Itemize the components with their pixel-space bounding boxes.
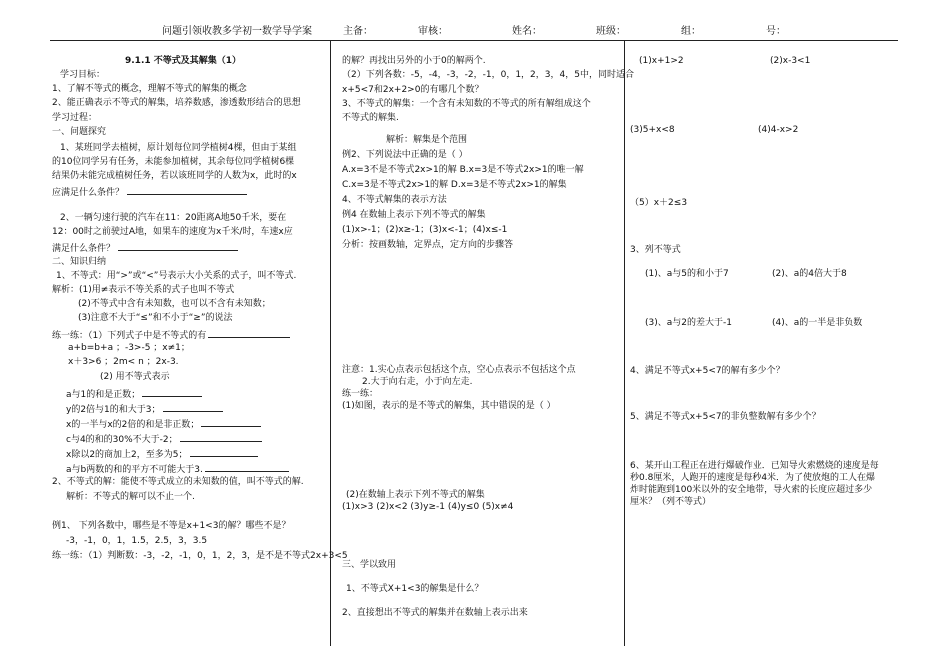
- problem-1-line-4: 应满足什么条件？: [52, 185, 247, 199]
- analysis-range: 解析：解集是个范围: [386, 135, 468, 145]
- example-1-values: -3，-1，0，1，1.5，2.5，3，3.5: [66, 536, 208, 546]
- c3-question-6-line-2: 秒0.8厘米，人跑开的速度是每秒4米．为了使放炮的工人在爆: [630, 473, 876, 483]
- exercise-2-item-3: x的一半与x的2倍的和是非正数；: [66, 417, 261, 431]
- note-2: 2.大于向右走，小于向左走.: [362, 377, 473, 387]
- column-divider-2: [624, 41, 625, 646]
- header-name-label: 姓名：: [512, 26, 542, 37]
- header-prep-label: 主备：: [343, 26, 373, 37]
- example-4-items: (1)x>-1；(2)x≥-1；(3)x<-1；(4)x≤-1: [342, 225, 508, 235]
- exercise-1-prompt: 练一练：（1）下列式子中是不等式的有: [52, 328, 290, 342]
- header-title: 问题引领收教多学初一数学导学案: [162, 26, 312, 37]
- c3-list-2: (2)、a的4倍大于8: [772, 269, 847, 279]
- header-review-label: 审核：: [418, 26, 448, 37]
- section-2-heading: 二、知识归纳: [52, 257, 107, 267]
- c3-question-6-line-3: 炸时能跑到100米以外的安全地带，导火索的长度应超过多少: [630, 485, 873, 495]
- c3-question-4: 4、满足不等式x+5<7的解有多少个？: [630, 366, 785, 376]
- objective-1: 1、了解不等式的概念，理解不等式的解集的概念: [52, 84, 247, 94]
- c3-list-3: (3)、a与2的差大于-1: [645, 318, 732, 328]
- c2-line-3: x+5<7和2x+2>0的有哪几个数？: [342, 85, 484, 95]
- definition-solution: 2、不等式的解：能使不等式成立的未知数的值，叫不等式的解.: [52, 477, 304, 487]
- analysis-2: (2)不等式中含有未知数，也可以不含有未知数；: [78, 299, 271, 309]
- apply-2: 2、直接想出不等式的解集并在数轴上表示出来: [342, 608, 528, 618]
- c3-question-5: 5、满足不等式x+5<7的非负整数解有多少个？: [630, 412, 821, 422]
- problem-2-line-3: 满足什么条件？: [52, 241, 238, 255]
- c3-list-4: (4)、a的一半是非负数: [772, 318, 863, 328]
- c3-question-6-line-4: 厘米？（列不等式）: [630, 497, 712, 507]
- problem-2-line-1: 2、一辆匀速行驶的汽车在11：20距离A地50千米，要在: [60, 213, 287, 223]
- example-2-options-ab: A.x=3不是不等式2x>1的解 B.x=3是不等式2x>1的唯一解: [342, 165, 584, 175]
- exercise-2-item-4: c与4的和的30%不大于-2；: [66, 432, 262, 446]
- header-group-label: 组：: [681, 26, 701, 37]
- practice-2: (2)在数轴上表示下列不等式的解集: [346, 490, 485, 500]
- c3-item-2: (2)x-3<1: [770, 56, 811, 66]
- c3-item-4: (4)4-x>2: [758, 125, 799, 135]
- header-number-label: 号：: [766, 26, 786, 37]
- example-4: 例4 在数轴上表示下列不等式的解集: [342, 210, 486, 220]
- exercise-1-items-a: a+b=b+a ；-3>-5 ；x≠1；: [68, 343, 190, 353]
- example-1: 例1、 下列各数中，哪些是不等是x+1<3的解？哪些不是？: [52, 521, 291, 531]
- c2-line-2: （2）下列各数：-5，-4，-3，-2，-1，0，1，2，3，4，5中，同时适合: [342, 70, 634, 80]
- section-1-heading: 一、问题探究: [52, 127, 107, 137]
- example-4-analysis: 分析：按画数轴，定界点，定方向的步骤答: [342, 240, 514, 250]
- objective-2: 2、能正确表示不等式的解集，培养数感，渗透数形结合的思想: [52, 98, 301, 108]
- section-3-heading: 三、学以致用: [342, 560, 397, 570]
- problem-1-line-3: 结果仍未能完成植树任务，若以该班同学的人数为x，此时的x: [52, 171, 297, 181]
- c3-question-6-line-1: 6、某开山工程正在进行爆破作业．已知导火索燃烧的速度是每: [630, 461, 879, 471]
- exercise-2-item-2: y的2倍与1的和大于3；: [66, 402, 223, 416]
- exercise-3-prompt: 练一练：（1）判断数：-3，-2，-1，0，1，2，3，是不是不等式2x+3<5: [52, 551, 348, 561]
- practice-2-items: (1)x>3 (2)x<2 (3)y≥-1 (4)y≤0 (5)x≠4: [342, 502, 514, 512]
- c2-line-1: 的解？再找出另外的小于0的解两个.: [342, 56, 486, 66]
- c3-item-1: (1)x+1>2: [639, 56, 684, 66]
- definition-solution-set-2: 不等式的解集.: [342, 113, 399, 123]
- process-heading: 学习过程：: [52, 113, 98, 123]
- c3-item-3: (3)5+x<8: [630, 125, 675, 135]
- analysis-solution: 解析：不等式的解可以不止一个.: [66, 492, 195, 502]
- practice-1: (1)如图，表示的是不等式的解集，其中错误的是（ ）: [342, 401, 556, 411]
- example-2: 例2、下列说法中正确的是（ ）: [342, 150, 468, 160]
- c3-list-1: (1)、a与5的和小于7: [645, 269, 729, 279]
- analysis-3: (3)注意不大于“≤”和不小于“≥”的说法: [78, 313, 233, 323]
- problem-1-line-2: 的10位同学另有任务，未能参加植树，其余每位同学植树6棵: [52, 157, 295, 167]
- analysis-1: 解析：(1)用≠表示不等关系的式子也叫不等式: [52, 285, 235, 295]
- section-4-heading: 4、不等式解集的表示方法: [342, 195, 447, 205]
- lesson-title: 9.1.1 不等式及其解集（1）: [125, 56, 242, 66]
- c3-section-list-inequalities: 3、列不等式: [630, 245, 681, 255]
- note-1: 注意：1.实心点表示包括这个点，空心点表示不包括这个点: [342, 365, 576, 375]
- exercise-2-item-5: x除以2的商加上2，至多为5；: [66, 447, 258, 461]
- example-2-options-cd: C.x=3是不等式2x>1的解 D.x=3是不等式2x>1的解集: [342, 180, 567, 190]
- exercise-2-prompt: (2) 用不等式表示: [100, 372, 170, 382]
- header-rule: [50, 40, 898, 41]
- practice-heading: 练一练：: [342, 389, 379, 399]
- apply-1: 1、不等式X+1<3的解集是什么？: [346, 584, 484, 594]
- exercise-2-item-6: a与b两数的和的平方不可能大于3.: [66, 462, 289, 476]
- definition-solution-set: 3、不等式的解集：一个含有未知数的不等式的所有解组成这个: [342, 99, 591, 109]
- exercise-1-items-b: x＋3>6 ；2m< n ；2x-3.: [68, 357, 179, 367]
- c3-item-5: （5）x＋2≤3: [630, 198, 688, 208]
- exercise-2-item-1: a与1的和是正数；: [66, 387, 202, 401]
- definition-inequality: 1、不等式：用“>”或“<”号表示大小关系的式子，叫不等式.: [56, 271, 297, 281]
- problem-2-line-2: 12：00时之前驶过A地，如果车的速度为x千米/时，车速x应: [52, 227, 293, 237]
- objectives-heading: 学习目标：: [60, 70, 106, 80]
- problem-1-line-1: 1、某班同学去植树，原计划每位同学植树4棵，但由于某组: [60, 143, 297, 153]
- header-class-label: 班级：: [596, 26, 626, 37]
